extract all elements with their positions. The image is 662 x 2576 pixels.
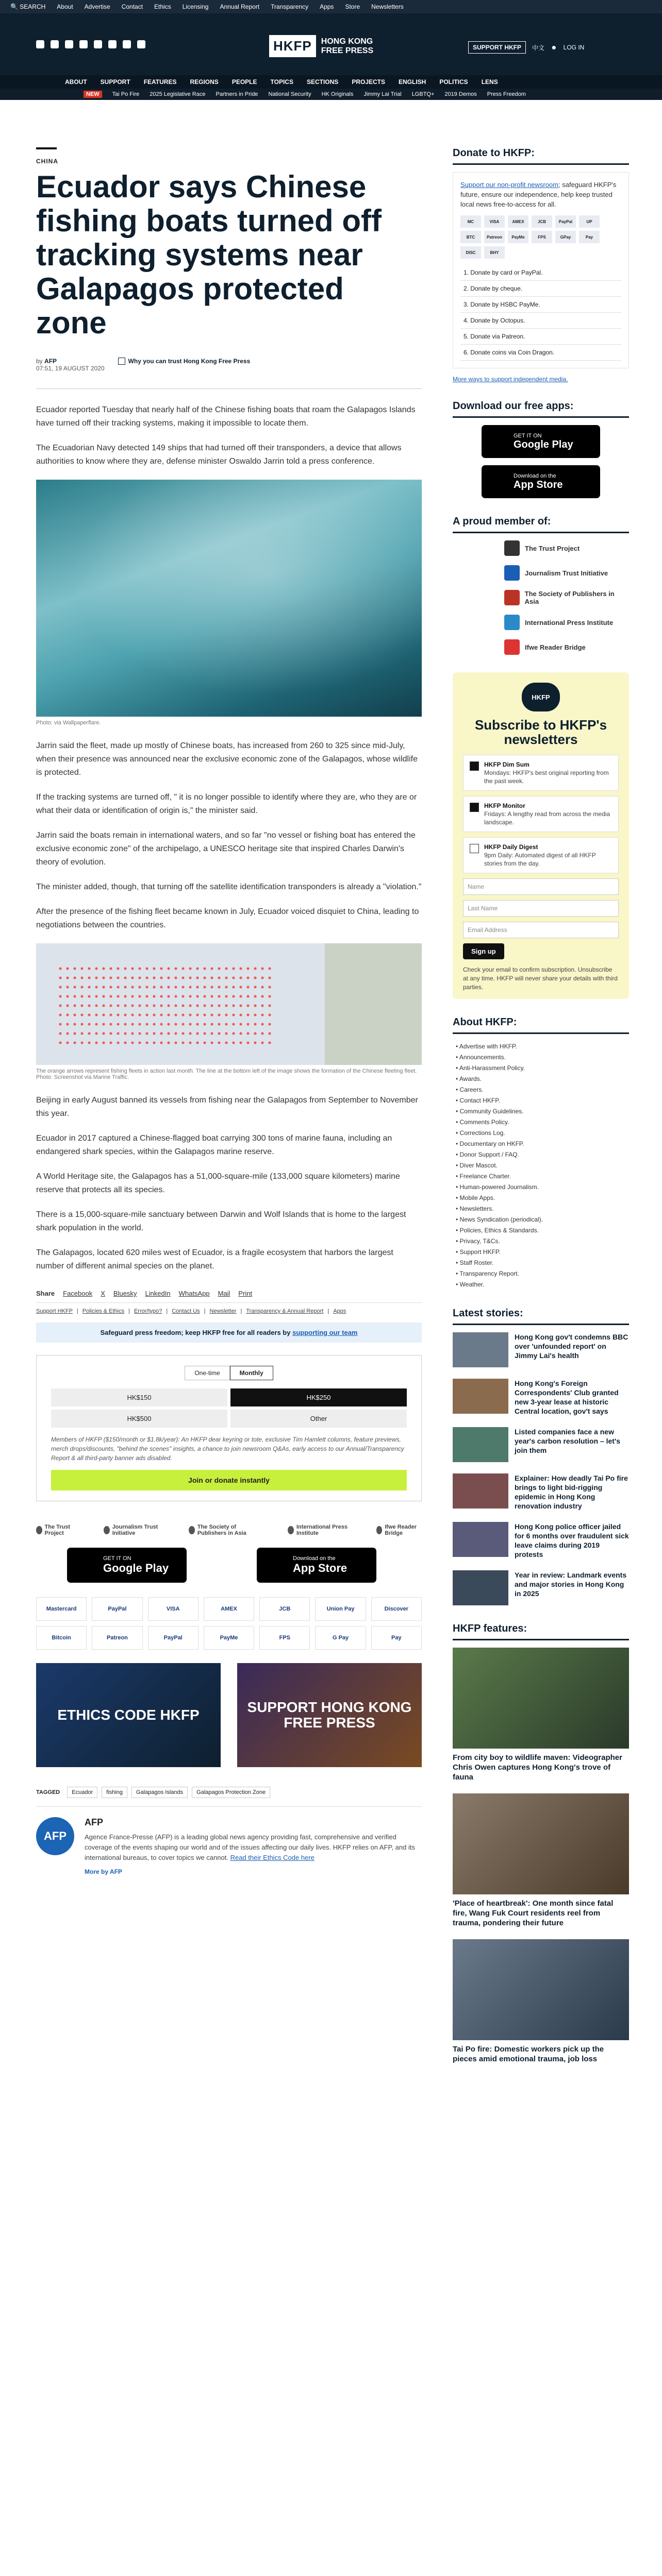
nav-features[interactable]: FEATURES — [143, 78, 177, 86]
story-thumbnail — [453, 1427, 508, 1462]
donate-payment-icons — [460, 215, 621, 259]
fps-icon: FPS — [259, 1626, 310, 1650]
about-item[interactable]: • Donor Support / FAQ. — [456, 1151, 519, 1158]
donate-amounts — [51, 1388, 407, 1428]
story-title: Hong Kong's Foreign Correspondents' Club granted new 3-year lease at historic Central location, gov't says — [515, 1379, 619, 1415]
member-trust-project[interactable] — [504, 540, 629, 556]
feature-story[interactable] — [453, 1648, 629, 1782]
donate-widget — [36, 1355, 422, 1501]
instagram-icon[interactable] — [65, 40, 73, 48]
topbar-link-transparency[interactable]: Transparency — [271, 3, 309, 10]
article-category[interactable]: CHINA — [36, 158, 58, 165]
top-bar — [0, 0, 662, 13]
member-label: The Trust Project — [525, 544, 580, 552]
donate-intro-text: ; safeguard HKFP's future, ensure our independence, help keep trusted local news free-to-access for all. — [460, 181, 617, 208]
about-item[interactable]: • News Syndication (periodical). — [456, 1216, 543, 1223]
footer-link[interactable]: Error/typo? — [134, 1308, 162, 1314]
trending-link[interactable]: 2019 Demos — [444, 91, 477, 97]
category-rule — [36, 147, 57, 149]
site-logo[interactable] — [269, 35, 383, 57]
paypal-icon: PayPal — [555, 215, 576, 228]
fps-icon: FPS — [532, 231, 552, 243]
footer-link[interactable]: Policies & Ethics — [82, 1308, 125, 1314]
checkbox-unchecked[interactable] — [470, 844, 479, 853]
support-hkfp-banner[interactable]: SUPPORT HONG KONG FREE PRESS — [237, 1663, 422, 1767]
badge-jti[interactable] — [104, 1524, 163, 1536]
nav-support[interactable]: SUPPORT — [100, 78, 130, 86]
newsletter-title: Subscribe to HKFP's newsletters — [474, 717, 607, 747]
jcb-icon: JCB — [532, 215, 552, 228]
newsletter-box — [453, 672, 629, 999]
member-label: International Press Institute — [525, 618, 614, 626]
trust-label: Why you can trust Hong Kong Free Press — [128, 358, 251, 365]
footer-link[interactable]: Contact Us — [172, 1308, 200, 1314]
badge-label: Journalism Trust Initiative — [112, 1524, 158, 1536]
store-name: App Store — [293, 1562, 347, 1574]
store-small-text: GET IT ON — [103, 1555, 131, 1562]
map-caption: The orange arrows represent fishing fleets in action last month. The line at the bottom left of the image shows the formation of the Chinese fleeting fleet. Photo: Screenshot via Marine Traffic. — [36, 1068, 417, 1080]
newsletter-name: HKFP Daily Digest — [484, 843, 538, 851]
jti-icon — [104, 1526, 110, 1534]
nav-about[interactable]: ABOUT — [65, 78, 87, 86]
feature-image — [453, 1939, 629, 2040]
topbar-link-contact[interactable]: Contact — [121, 3, 143, 10]
byline-author[interactable]: AFP — [44, 358, 57, 365]
nav-projects[interactable]: PROJECTS — [352, 78, 385, 86]
share-bluesky[interactable]: Bluesky — [113, 1290, 137, 1297]
member-jti[interactable] — [504, 565, 629, 581]
map-coast — [325, 943, 422, 1065]
join-donate-button[interactable]: Join or donate instantly — [51, 1470, 407, 1490]
story-thumbnail — [453, 1473, 508, 1509]
app-store-button[interactable] — [257, 1548, 376, 1583]
author-bio-text: Agence France-Presse (AFP) is a leading global news agency providing fast, comprehensive and verified coverage of the events shaping our world and of the issues affecting our daily lives. HKFP relies on AFP, and its international bureaus, to cover topics we cannot. — [85, 1833, 415, 1861]
newsletter-option[interactable] — [463, 755, 619, 791]
badge-label: International Press Institute — [296, 1524, 347, 1536]
reader-bridge-icon — [376, 1526, 383, 1534]
amount-option[interactable]: HK$150 — [51, 1388, 227, 1406]
last-name-input[interactable]: Last Name — [463, 900, 619, 917]
nav-english[interactable]: ENGLISH — [399, 78, 426, 86]
author-bio — [85, 1832, 422, 1863]
language-link[interactable]: 中文 — [532, 44, 545, 52]
latest-story[interactable] — [453, 1427, 629, 1462]
visa-icon: VISA — [148, 1597, 198, 1621]
article-paragraph: Jarrin said the boats remain in international waters, and so far "no vessel or fishing boat has entered the exclusive economic zone" of the archipelago, a UNESCO heritage site that inspired Charles Darwin's theory of evolution. — [36, 831, 416, 867]
more-by-author-link[interactable]: More by AFP — [85, 1868, 122, 1875]
linkedin-icon[interactable] — [94, 40, 102, 48]
unionpay-icon: Union Pay — [315, 1597, 366, 1621]
latest-story[interactable] — [453, 1379, 629, 1416]
member-heading: A proud member of: — [453, 516, 629, 533]
trending-link[interactable]: National Security — [268, 91, 311, 97]
latest-story[interactable] — [453, 1332, 629, 1367]
sidebar — [453, 147, 629, 2075]
apple-pay-icon: Pay — [371, 1626, 422, 1650]
login-link[interactable]: LOG IN — [563, 44, 585, 51]
payme-icon: PayMe — [204, 1626, 254, 1650]
payme-icon: PayMe — [508, 231, 528, 243]
story-title: Hong Kong gov't condemns BBC over 'unfounded report' on Jimmy Lai's health — [515, 1333, 628, 1360]
ipi-icon — [288, 1526, 294, 1534]
article-paragraph: After the presence of the fishing fleet became known in July, Ecuador voiced disquiet to China, leading to negotiations between the countries. — [36, 907, 419, 929]
footer-link[interactable]: Support HKFP — [36, 1308, 73, 1314]
article-paragraph: Jarrin said the fleet, made up mostly of Chinese boats, has increased from 260 to 325 since mid-July, when their presence was announced near the exclusive economic zone of the Galapagos, whose wildlife is protected. — [36, 741, 418, 777]
nav-sections[interactable]: SECTIONS — [306, 78, 339, 86]
article-paragraph: Ecuador in 2017 captured a Chinese-flagged boat carrying 300 tons of marine fauna, including an endangered shark species, within the Galapagos marine reserve. — [36, 1134, 392, 1156]
sopa-icon — [504, 590, 520, 605]
trending-link[interactable]: Jimmy Lai Trial — [363, 91, 402, 97]
trending-nav — [0, 89, 662, 100]
badge-ipi[interactable] — [288, 1524, 350, 1536]
site-header — [0, 13, 662, 75]
amex-icon: AMEX — [508, 215, 528, 228]
discover-icon: Discover — [371, 1597, 422, 1621]
main-nav — [0, 75, 662, 89]
logo-mark: HKFP — [269, 35, 316, 57]
badge-label: The Society of Publishers in Asia — [197, 1524, 246, 1536]
article-paragraph: A World Heritage site, the Galapagos has a 51,000-square-mile (133,000 square kilometers) marine reserve that protects all its species. — [36, 1172, 400, 1194]
mastercard-icon: Mastercard — [36, 1597, 87, 1621]
article — [36, 147, 422, 1876]
amex-icon: AMEX — [204, 1597, 254, 1621]
topbar-link-apps[interactable]: Apps — [320, 3, 334, 10]
jcb-icon: JCB — [259, 1597, 310, 1621]
topbar-link-advertise[interactable]: Advertise — [84, 3, 110, 10]
google-play-button[interactable] — [482, 425, 600, 458]
share-bar — [36, 1284, 422, 1303]
feature-title: 'Place of heartbreak': One month since fatal fire, Wang Fuk Court residents reel from trauma, pondering their future — [453, 1899, 614, 1927]
newsletter-note: Check your email to confirm subscription. Unsubscribe at any time. HKFP will never share your details with third parties. — [463, 966, 618, 991]
article-tags — [36, 1787, 422, 1798]
about-item[interactable]: • Comments Policy. — [456, 1118, 509, 1126]
author-ethics-link[interactable]: Read their Ethics Code here — [230, 1854, 315, 1861]
member-label: The Society of Publishers in Asia — [524, 590, 615, 605]
share-x[interactable]: X — [101, 1290, 105, 1297]
store-small-text: Download on the — [293, 1555, 336, 1562]
nav-regions[interactable]: REGIONS — [190, 78, 219, 86]
paypal-icon: PayPal — [92, 1597, 142, 1621]
patreon-icon: Patreon — [92, 1626, 142, 1650]
logo-text: HONG KONG FREE PRESS — [321, 37, 374, 55]
about-item[interactable]: • Staff Roster. — [456, 1259, 494, 1266]
app-store-button[interactable] — [482, 465, 600, 498]
apple-pay-icon: Pay — [579, 231, 600, 243]
member-sopa[interactable] — [504, 590, 629, 605]
map-vessel-markers — [57, 964, 273, 1046]
about-item[interactable]: • Awards. — [456, 1075, 482, 1082]
feature-title: From city boy to wildlife maven: Videographer Chris Owen captures Hong Kong's trove of fauna — [453, 1753, 622, 1782]
features-heading: HKFP features: — [453, 1623, 629, 1640]
support-button[interactable]: SUPPORT HKFP — [468, 41, 526, 54]
member-reader-bridge[interactable] — [504, 639, 629, 655]
topbar-link-licensing[interactable]: Licensing — [182, 3, 209, 10]
user-icon[interactable]: ☻ — [551, 44, 557, 51]
about-item[interactable]: • Support HKFP. — [456, 1248, 501, 1256]
article-footer-links: Support HKFP | Policies & Ethics | Error/typo? | Contact Us | Newsletter | Transparency & Annual Report | Apps — [36, 1308, 346, 1314]
about-item[interactable]: • Documentary on HKFP. — [456, 1140, 524, 1147]
latest-story[interactable] — [453, 1473, 629, 1511]
member-label: Ifwe Reader Bridge — [525, 643, 586, 651]
article-paragraph: Ecuador reported Tuesday that nearly half of the Chinese fishing boats that roam the Galapagos Islands have turned off their tracking systems, making it impossible to locate them. — [36, 405, 416, 428]
badge-label: The Trust Project — [44, 1524, 71, 1536]
author-box — [36, 1806, 422, 1876]
donate-option[interactable]: 2. Donate by cheque. — [460, 281, 621, 297]
badge-trust-project[interactable] — [36, 1524, 78, 1536]
donate-option[interactable]: 3. Donate by HSBC PayMe. — [460, 297, 621, 313]
fish-photo — [36, 480, 422, 717]
checkbox-checked[interactable] — [470, 803, 479, 812]
article-paragraph: Beijing in early August banned its vessels from fishing near the Galapagos from September to November this year. — [36, 1096, 418, 1118]
author-name[interactable]: AFP — [85, 1817, 103, 1827]
app-store-badges — [67, 1548, 422, 1583]
mail-icon[interactable] — [123, 40, 131, 48]
donate-card — [453, 172, 629, 368]
bhy-icon: BHY — [484, 246, 505, 259]
about-item[interactable]: • Corrections Log. — [456, 1129, 505, 1137]
nav-people[interactable]: PEOPLE — [231, 78, 257, 86]
story-thumbnail — [453, 1522, 508, 1557]
google-play-button[interactable] — [67, 1548, 187, 1583]
bitcoin-icon: BTC — [460, 231, 481, 243]
story-title: Explainer: How deadly Tai Po fire brings to light bid-rigging epidemic in Hong Kong renovation industry — [515, 1474, 628, 1510]
article-title: Ecuador says Chinese fishing boats turned off tracking systems near Galapagos protected zone — [36, 170, 382, 340]
discover-icon: DISC — [460, 246, 481, 259]
support-banner — [36, 1323, 422, 1343]
feature-story[interactable] — [453, 1793, 629, 1928]
about-list — [453, 1041, 629, 1290]
trust-project-icon — [36, 1526, 42, 1534]
topbar-link-annual-report[interactable]: Annual Report — [220, 3, 260, 10]
new-badge: NEW — [84, 91, 102, 98]
badge-sopa[interactable] — [189, 1524, 262, 1536]
email-input[interactable]: Email Address — [463, 922, 619, 938]
topbar-link-about[interactable]: About — [57, 3, 73, 10]
about-item[interactable]: • Anti-Harassment Policy. — [456, 1064, 525, 1072]
ethics-banner[interactable]: ETHICS CODE HKFP — [36, 1663, 221, 1767]
marine-traffic-map — [36, 943, 422, 1065]
about-item[interactable]: • Mobile Apps. — [456, 1194, 495, 1201]
story-thumbnail — [453, 1332, 508, 1367]
trust-project-icon — [504, 540, 520, 556]
trending-link[interactable]: HK Originals — [321, 91, 354, 97]
nav-politics[interactable]: POLITICS — [439, 78, 468, 86]
about-item[interactable]: • Freelance Charter. — [456, 1173, 511, 1180]
footer-link[interactable]: Transparency & Annual Report — [246, 1308, 324, 1314]
x-icon[interactable] — [51, 40, 59, 48]
mastercard-icon: MC — [460, 215, 481, 228]
member-label: Journalism Trust Initiative — [525, 569, 608, 577]
header-actions — [468, 41, 584, 54]
unionpay-icon: UP — [579, 215, 600, 228]
apps-heading: Download our free apps: — [453, 400, 629, 418]
latest-story[interactable] — [453, 1570, 629, 1605]
footer-link[interactable]: Apps — [333, 1308, 346, 1314]
feature-image — [453, 1648, 629, 1749]
about-item[interactable]: • Announcements. — [456, 1054, 506, 1061]
newsletter-desc: 9pm Daily: Automated digest of all HKFP stories from the day. — [484, 852, 596, 867]
trending-link[interactable]: LGBTQ+ — [411, 91, 435, 97]
article-paragraph: The minister added, though, that turning off the satellite identification transponders is already a "violation." — [36, 883, 422, 891]
feature-story[interactable] — [453, 1939, 629, 2064]
facebook-icon[interactable] — [36, 40, 44, 48]
promo-banners — [36, 1663, 422, 1767]
amount-option-other[interactable]: Other — [230, 1410, 407, 1428]
store-small-text: GET IT ON — [514, 432, 542, 439]
donate-link[interactable]: Support our non-profit newsroom — [460, 181, 559, 189]
toggle-monthly[interactable]: Monthly — [230, 1366, 273, 1380]
feature-title: Tai Po fire: Domestic workers pick up the pieces amid emotional trauma, job loss — [453, 2045, 604, 2063]
member-badges — [36, 1524, 422, 1536]
share-whatsapp[interactable]: WhatsApp — [178, 1290, 210, 1297]
about-item[interactable]: • Contact HKFP. — [456, 1097, 501, 1104]
toggle-one-time[interactable]: One-time — [185, 1366, 229, 1380]
sopa-icon — [189, 1526, 195, 1534]
story-title: Listed companies face a new year's carbon resolution – let's join them — [515, 1428, 621, 1454]
support-banner-text: Safeguard press freedom; keep HKFP free for all readers by — [100, 1329, 291, 1336]
social-icons — [36, 40, 145, 48]
newsletter-logo: HKFP — [522, 683, 560, 711]
name-input[interactable]: Name — [463, 878, 619, 895]
author-avatar[interactable]: AFP — [36, 1817, 74, 1855]
feature-image — [453, 1793, 629, 1894]
newsletter-name: HKFP Dim Sum — [484, 761, 529, 768]
nav-topics[interactable]: TOPICS — [270, 78, 293, 86]
trust-link[interactable] — [118, 358, 251, 365]
donate-option[interactable]: 4. Donate by Octopus. — [460, 313, 621, 329]
about-heading: About HKFP: — [453, 1016, 629, 1034]
about-item[interactable]: • Community Guidelines. — [456, 1108, 524, 1115]
patreon-icon: Patreon — [484, 231, 505, 243]
badge-reader-bridge[interactable] — [376, 1524, 422, 1536]
about-item[interactable]: • Newsletters. — [456, 1205, 494, 1212]
story-thumbnail — [453, 1570, 508, 1605]
store-name: App Store — [514, 479, 563, 490]
share-linkedin[interactable]: LinkedIn — [145, 1290, 171, 1297]
about-item[interactable]: • Diver Mascot. — [456, 1162, 498, 1169]
donate-option[interactable]: 5. Donate via Patreon. — [460, 329, 621, 345]
bitcoin-icon: Bitcoin — [36, 1626, 87, 1650]
tag[interactable]: Galapagos Protection Zone — [192, 1787, 270, 1798]
story-title: Year in review: Landmark events and major stories in Hong Kong in 2025 — [515, 1571, 627, 1598]
topbar-link-newsletters[interactable]: Newsletters — [371, 3, 404, 10]
share-label: Share — [36, 1290, 55, 1297]
newsletter-name: HKFP Monitor — [484, 802, 525, 809]
rss-icon[interactable] — [137, 40, 145, 48]
store-name: Google Play — [103, 1562, 169, 1574]
latest-story[interactable] — [453, 1522, 629, 1559]
divider — [36, 388, 422, 389]
about-item[interactable]: • Weather. — [456, 1281, 485, 1288]
nav-lens[interactable]: LENS — [481, 78, 498, 86]
newsletter-option[interactable] — [463, 796, 619, 832]
newsletter-desc: Mondays: HKFP's best original reporting from the past week. — [484, 769, 609, 785]
member-ipi[interactable] — [504, 615, 629, 630]
newsletter-desc: Fridays: A lengthy read from across the media landscape. — [484, 810, 610, 826]
amount-option[interactable]: HK$500 — [51, 1410, 227, 1428]
photo-caption: Photo: via Wallpaperflare. — [36, 720, 101, 726]
share-facebook[interactable]: Facebook — [63, 1290, 93, 1297]
payment-logos — [36, 1597, 422, 1650]
trending-link[interactable]: Tai Po Fire — [112, 91, 140, 97]
trust-icon — [118, 358, 125, 365]
store-small-text: Download on the — [514, 472, 556, 479]
trending-link[interactable]: 2025 Legislative Race — [150, 91, 206, 97]
gpay-icon: G Pay — [315, 1626, 366, 1650]
youtube-icon[interactable] — [108, 40, 117, 48]
newsletter-option[interactable] — [463, 837, 619, 873]
badge-label: Ifwe Reader Bridge — [385, 1524, 417, 1536]
reader-bridge-icon — [504, 639, 520, 655]
paypal-icon: PayPal — [148, 1626, 198, 1650]
article-paragraph: The Ecuadorian Navy detected 149 ships that had turned off their transponders, a device that allows authorities to know where they are, defense minister Oswaldo Jarrin told a press conference. — [36, 444, 402, 466]
topbar-link-ethics[interactable]: Ethics — [154, 3, 171, 10]
about-item[interactable]: • Advertise with HKFP. — [456, 1043, 517, 1050]
article-paragraph: If the tracking systems are turned off, " it is no longer possible to identify where they are, who they are or what their data or identification of origin is," the minister said. — [36, 793, 417, 815]
donate-frequency-toggle — [51, 1366, 407, 1380]
jti-icon — [504, 565, 520, 581]
trending-link[interactable]: Press Freedom — [487, 91, 526, 97]
donate-option[interactable]: 6. Donate coins via Coin Dragon. — [460, 345, 621, 361]
share-print[interactable]: Print — [238, 1290, 253, 1297]
footer-link[interactable]: Newsletter — [209, 1308, 237, 1314]
visa-icon: VISA — [484, 215, 505, 228]
membership-note: Members of HKFP ($150/month or $1.8k/year): An HKFP dear keyring or tote, exclusive Tim Hamlett columns, feature previews, merch drops/discounts, "behind the scenes" insights, a chance to join newsroom Q&As, early access to our Annual/Transparency Report & all third-party banner ads disabled. — [51, 1436, 404, 1462]
about-item[interactable]: • Transparency Report. — [456, 1270, 519, 1277]
support-banner-link[interactable]: supporting our team — [292, 1329, 358, 1336]
latest-heading: Latest stories: — [453, 1308, 629, 1325]
about-item[interactable]: • Human-powered Journalism. — [456, 1183, 539, 1191]
more-ways-link[interactable]: More ways to support independent media. — [453, 376, 568, 383]
tag[interactable]: Ecuador — [67, 1787, 97, 1798]
byline-by: by — [36, 358, 43, 365]
amount-option-selected[interactable]: HK$250 — [230, 1388, 407, 1406]
byline — [36, 358, 422, 372]
tag[interactable]: Galapagos Islands — [131, 1787, 188, 1798]
byline-date: 07:51, 19 AUGUST 2020 — [36, 365, 105, 372]
donate-option[interactable]: 1. Donate by card or PayPal. — [460, 265, 621, 281]
article-paragraph: The Galapagos, located 620 miles west of Ecuador, is a fragile ecosystem that harbors the largest number of different animal species on the planet. — [36, 1248, 393, 1270]
topbar-link-store[interactable]: Store — [345, 3, 360, 10]
share-mail[interactable]: Mail — [218, 1290, 230, 1297]
checkbox-checked[interactable] — [470, 761, 479, 771]
gpay-icon: GPay — [555, 231, 576, 243]
signup-button[interactable]: Sign up — [463, 943, 504, 959]
about-item[interactable]: • Privacy, T&Cs. — [456, 1238, 500, 1245]
store-name: Google Play — [514, 438, 573, 450]
about-item[interactable]: • Policies, Ethics & Standards. — [456, 1227, 539, 1234]
story-thumbnail — [453, 1379, 508, 1414]
tag[interactable]: fishing — [102, 1787, 127, 1798]
story-title: Hong Kong police officer jailed for 6 months over fraudulent sick leave claims during 2019 protests — [515, 1522, 629, 1558]
about-item[interactable]: • Careers. — [456, 1086, 484, 1093]
donate-intro — [460, 180, 621, 209]
search-link[interactable]: 🔍 SEARCH — [10, 3, 46, 10]
threads-icon[interactable] — [79, 40, 88, 48]
donate-heading: Donate to HKFP: — [453, 147, 629, 165]
ipi-icon — [504, 615, 520, 630]
tags-label: TAGGED — [36, 1789, 60, 1795]
trending-link[interactable]: Partners in Pride — [216, 91, 258, 97]
article-paragraph: There is a 15,000-square-mile sanctuary between Darwin and Wolf Islands that is home to the largest shark population in the world. — [36, 1210, 406, 1232]
